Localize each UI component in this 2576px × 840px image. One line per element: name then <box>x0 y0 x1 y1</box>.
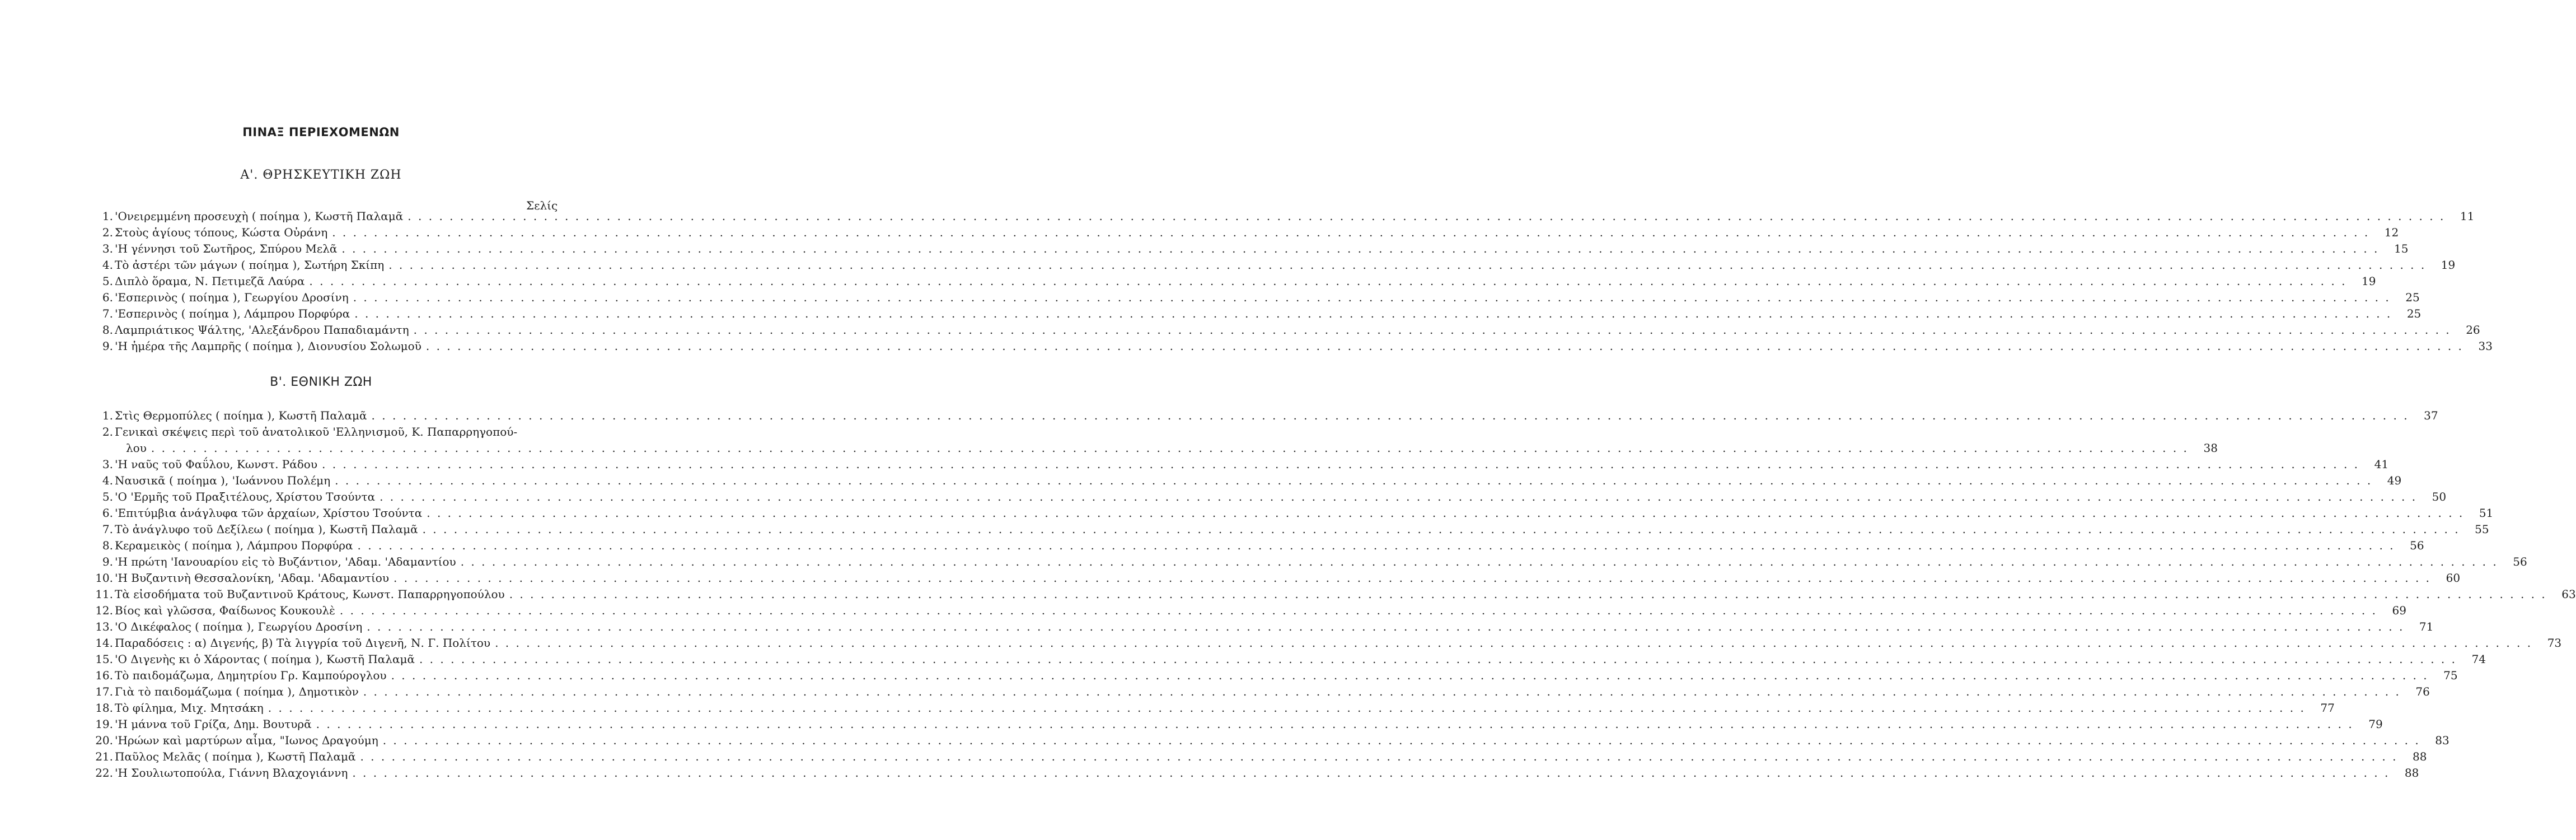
dot-leader <box>426 338 2463 354</box>
entry-number: 11. <box>95 587 113 601</box>
entry-page-number: 83 <box>2435 734 2449 747</box>
toc-entry <box>92 208 2475 225</box>
dot-leader <box>322 456 2359 473</box>
toc-entry <box>92 521 2489 538</box>
entry-page-number: 55 <box>2475 522 2489 536</box>
toc-entry <box>92 732 2449 749</box>
entry-page-number: 69 <box>2392 604 2406 617</box>
entry-title: 'Εσπερινὸς ( ποίημα ), Γεωργίου Δροσίνη <box>115 291 349 304</box>
entry-title: 'Ηρώων καὶ μαρτύρων αἷμα, "Ιωνος Δραγούμη <box>115 734 378 747</box>
entry-page-number: 15 <box>2394 242 2409 255</box>
entry-title: 'Ονειρεμμένη προσευχὴ ( ποίημα ), Κωστῆ Παλαμᾶ <box>115 209 404 223</box>
dot-leader <box>268 700 2306 716</box>
entry-page-number: 19 <box>2361 274 2376 288</box>
toc-entry <box>92 603 2406 619</box>
dot-leader <box>367 619 2404 635</box>
entry-page-number: 60 <box>2446 571 2461 585</box>
entry-number: 21. <box>95 750 113 763</box>
pages-column-label: Σελίς <box>526 199 558 212</box>
dot-leader <box>341 241 2379 257</box>
entry-title: 'Η ναῦς τοῦ Φαΰλου, Κωνστ. Ράδου <box>115 458 317 471</box>
entry-title: Τὸ ἀστέρι τῶν μάγων ( ποίημα ), Σωτήρη Σκίπη <box>115 258 385 272</box>
dot-leader <box>316 716 2354 732</box>
entry-number: 9. <box>102 339 113 353</box>
entry-title: Παραδόσεις : α) Διγενής, β) Τὰ λιγγρία τοῦ Διγενῆ, Ν. Γ. Πολίτου <box>115 636 491 650</box>
entry-number: 4. <box>102 474 113 487</box>
entry-number: 19. <box>95 717 113 731</box>
dot-leader <box>423 521 2460 538</box>
entry-page-number: 75 <box>2443 669 2458 682</box>
entry-page-number: 38 <box>2203 441 2218 455</box>
entry-page-number: 50 <box>2432 490 2447 503</box>
entry-page-number: 37 <box>2424 409 2438 422</box>
entry-number: 3. <box>102 242 113 255</box>
entry-title: Γιὰ τὸ παιδομάζωμα ( ποίημα ), Δημοτικὸν <box>115 685 359 698</box>
toc-entry <box>92 257 2456 273</box>
entry-title: 'Η ἡμέρα τῆς Λαμπρῆς ( ποίημα ), Διονυσίου Σολωμοῦ <box>115 339 421 353</box>
entry-title: 'Εσπερινὸς ( ποίημα ), Λάμπρου Πορφύρα <box>115 307 350 320</box>
dot-leader <box>340 603 2377 619</box>
page-title: ΠΙΝΑΞ ΠΕΡΙΕΧΟΜΕΝΩΝ <box>242 125 400 139</box>
dot-leader <box>509 586 2547 603</box>
entry-page-number: 88 <box>2404 766 2419 780</box>
dot-leader <box>358 538 2395 554</box>
toc-entry <box>92 668 2458 684</box>
entry-page-number: 76 <box>2415 685 2430 698</box>
entry-number: 22. <box>95 766 113 780</box>
entry-page-number: 33 <box>2478 339 2493 353</box>
entry-title: 'Η μάννα τοῦ Γρίζα, Δημ. Βουτυρᾶ <box>115 717 312 731</box>
dot-leader <box>427 505 2464 521</box>
toc-entry <box>92 538 2424 554</box>
dot-leader <box>419 651 2457 668</box>
toc-entry <box>92 505 2494 521</box>
entry-title: Γενικαὶ σκέψεις περὶ τοῦ ἀνατολικοῦ 'Ελληνισμοῦ, Κ. Παπαρρηγοπού- <box>115 425 518 438</box>
entry-page-number: 51 <box>2479 506 2494 520</box>
dot-leader <box>372 408 2409 424</box>
toc-entry <box>92 570 2461 586</box>
entry-number: 8. <box>102 539 113 552</box>
toc-entry <box>92 586 2576 603</box>
dot-leader <box>495 635 2532 651</box>
entry-page-number: 41 <box>2374 458 2389 471</box>
toc-entry <box>92 554 2527 570</box>
entry-number: 18. <box>95 701 113 715</box>
toc-entry <box>92 322 2480 338</box>
dot-leader <box>332 225 2369 241</box>
entry-page-number: 26 <box>2466 323 2480 337</box>
dot-leader <box>360 749 2397 765</box>
dot-leader <box>383 732 2420 749</box>
entry-number: 15. <box>95 652 113 666</box>
entry-page-number: 79 <box>2368 717 2383 731</box>
entry-title: Βίος καὶ γλῶσσα, Φαίδωνος Κουκουλὲ <box>115 604 335 617</box>
dot-leader <box>309 273 2346 290</box>
toc-entry <box>92 619 2434 635</box>
entry-title: Διπλὸ ὅραμα, Ν. Πετιμεζᾶ Λαύρα <box>115 274 305 288</box>
entry-page-number: 49 <box>2387 474 2402 487</box>
entry-title: Λαμπριάτικος Ψάλτης, 'Αλεξάνδρου Παπαδιαμάντη <box>115 323 409 337</box>
toc-entry <box>92 765 2419 781</box>
entry-number: 6. <box>102 291 113 304</box>
entry-number: 8. <box>102 323 113 337</box>
entry-number: 13. <box>95 620 113 633</box>
entry-title: Ναυσικᾶ ( ποίημα ), 'Ιωάννου Πολέμη <box>115 474 331 487</box>
entry-title: Τὸ φίλημα, Μιχ. Μητσάκη <box>115 701 264 715</box>
entry-page-number: 12 <box>2384 226 2399 239</box>
entry-page-number: 56 <box>2513 555 2527 568</box>
entry-title: Στὶς Θερμοπύλες ( ποίημα ), Κωστῆ Παλαμᾶ <box>115 409 367 422</box>
entry-page-number: 25 <box>2406 307 2422 320</box>
entry-title: Τὸ ἀνάγλυφο τοῦ Δεξίλεω ( ποίημα ), Κωστῆ Παλαμᾶ <box>115 522 418 536</box>
dot-leader <box>408 208 2445 225</box>
entry-page-number: 19 <box>2441 258 2456 272</box>
dot-leader <box>461 554 2498 570</box>
toc-entry <box>92 684 2430 700</box>
entry-title: 'Η γέννησι τοῦ Σωτῆρος, Σπύρου Μελᾶ <box>115 242 338 255</box>
dot-leader <box>394 570 2431 586</box>
entry-number: 17. <box>95 685 113 698</box>
entry-number: 7. <box>102 307 113 320</box>
entry-page-number: 25 <box>2405 291 2420 304</box>
entry-number: 10. <box>95 571 113 585</box>
toc-entry <box>92 338 2493 354</box>
entry-number: 2. <box>102 226 113 239</box>
entry-title: Τὸ παιδομάζωμα, Δημητρίου Γρ. Καμπούρογλου <box>115 669 387 682</box>
entry-number: 5. <box>102 274 113 288</box>
toc-entry <box>92 241 2409 257</box>
toc-entry <box>92 290 2420 306</box>
dot-leader <box>414 322 2451 338</box>
toc-list-section-b <box>92 408 2576 781</box>
section-title-national-life: Β'. ΕΘΝΙΚΗ ΖΩΗ <box>270 375 372 389</box>
toc-entry <box>92 306 2422 322</box>
entry-number: 14. <box>95 636 113 650</box>
entry-number: 16. <box>95 669 113 682</box>
entry-number: 7. <box>102 522 113 536</box>
entry-number: 2. <box>102 425 113 438</box>
entry-title: Κεραμεικὸς ( ποίημα ), Λάμπρου Πορφύρα <box>115 539 353 552</box>
entry-title-continuation: λου <box>126 441 147 455</box>
toc-entry <box>92 489 2447 505</box>
toc-entry <box>92 473 2402 489</box>
entry-title: 'Επιτύμβια ἀνάγλυφα τῶν ἀρχαίων, Χρίστου Τσούντα <box>115 506 423 520</box>
dot-leader <box>391 668 2429 684</box>
entry-number: 3. <box>102 458 113 471</box>
toc-entry <box>92 651 2486 668</box>
entry-page-number: 74 <box>2471 652 2486 666</box>
toc-entry <box>92 273 2376 290</box>
entry-title: Τὰ εἰσοδήματα τοῦ Βυζαντινοῦ Κράτους, Κωνστ. Παπαρρηγοπούλου <box>115 587 505 601</box>
entry-number: 12. <box>95 604 113 617</box>
dot-leader <box>388 257 2426 273</box>
dot-leader <box>335 473 2372 489</box>
entry-title: Στοὺς ἁγίους τόπους, Κώστα Οὐράνη <box>115 226 328 239</box>
toc-list-section-a <box>92 208 2493 354</box>
dot-leader <box>352 765 2390 781</box>
toc-entry <box>92 700 2335 716</box>
entry-number: 9. <box>102 555 113 568</box>
entry-number: 4. <box>102 258 113 272</box>
toc-entry <box>92 225 2399 241</box>
entry-page-number: 56 <box>2410 539 2424 552</box>
entry-page-number: 77 <box>2320 701 2335 715</box>
entry-number: 20. <box>95 734 113 747</box>
entry-page-number: 88 <box>2413 750 2427 763</box>
entry-number: 1. <box>102 209 113 223</box>
entry-page-number: 73 <box>2547 636 2562 650</box>
entry-title: Παῦλος Μελᾶς ( ποίημα ), Κωστῆ Παλαμᾶ <box>115 750 356 763</box>
dot-leader <box>354 306 2392 322</box>
entry-number: 1. <box>102 409 113 422</box>
dot-leader <box>380 489 2417 505</box>
toc-entry <box>92 424 2218 456</box>
dot-leader <box>151 440 2189 456</box>
entry-number: 6. <box>102 506 113 520</box>
toc-entry <box>92 408 2438 424</box>
dot-leader <box>353 290 2391 306</box>
toc-entry <box>92 716 2383 732</box>
entry-page-number: 71 <box>2419 620 2434 633</box>
entry-title: 'Η πρώτη 'Ιανουαρίου εἰς τὸ Βυζάντιον, 'Αδαμ. 'Αδαμαντίου <box>115 555 456 568</box>
entry-number: 5. <box>102 490 113 503</box>
toc-entry <box>92 635 2562 651</box>
section-title-religious-life: Α'. ΘΡΗΣΚΕΥΤΙΚΗ ΖΩΗ <box>240 168 402 182</box>
entry-page-number: 63 <box>2561 587 2576 601</box>
entry-title: 'Ο Διγενὴς κι ὁ Χάροντας ( ποίημα ), Κωστῆ Παλαμᾶ <box>115 652 415 666</box>
entry-title: 'Η Βυζαντινὴ Θεσσαλονίκη, 'Αδαμ. 'Αδαμαντίου <box>115 571 389 585</box>
entry-title: 'Ο Δικέφαλος ( ποίημα ), Γεωργίου Δροσίνη <box>115 620 363 633</box>
toc-entry <box>92 456 2389 473</box>
dot-leader <box>363 684 2401 700</box>
entry-page-number: 11 <box>2460 209 2475 223</box>
entry-title: 'Η Σουλιωτοπούλα, Γιάννη Βλαχογιάννη <box>115 766 348 780</box>
toc-entry <box>92 749 2427 765</box>
entry-title: 'Ο 'Ερμῆς τοῦ Πραξιτέλους, Χρίστου Τσούντα <box>115 490 376 503</box>
